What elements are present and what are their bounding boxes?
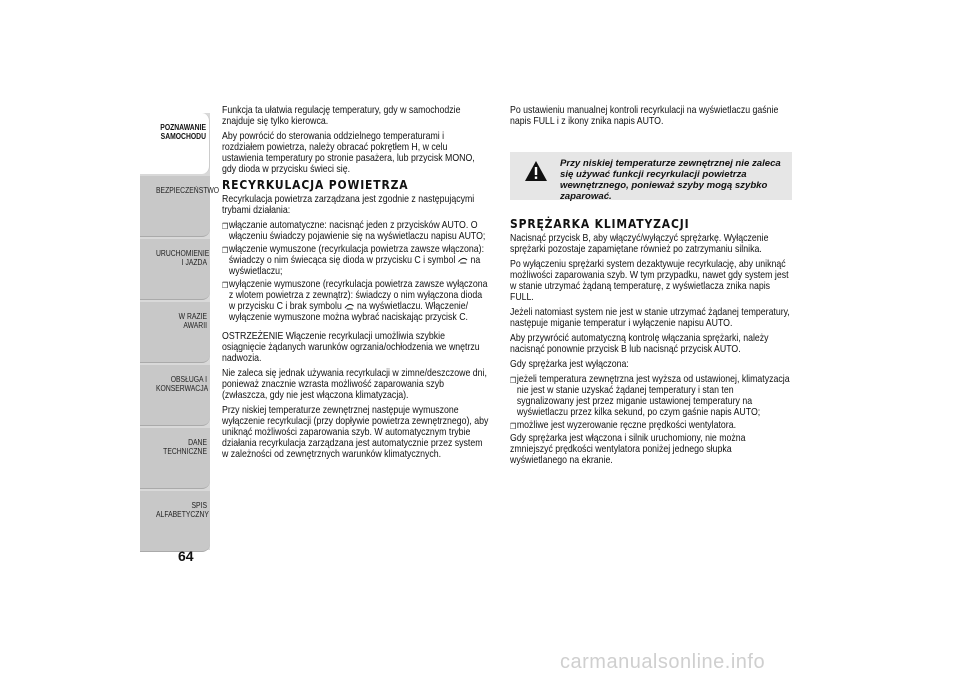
checkbox-bullet-icon: ❒ (222, 222, 229, 231)
warning-triangle-icon (524, 160, 548, 182)
tab-poznawanie-samochodu[interactable] (140, 113, 210, 174)
paragraph: Po wyłączeniu sprężarki system dezaktywuje recyrkulację, aby uniknąć możliwości zaparowania szyb. W tym przypadku, nawet gdy system jest w stanie utrzymać żądaną temperaturę, z wyświetlacza znika napis FULL. (510, 259, 789, 303)
tab-w-razie-awarii[interactable] (140, 302, 210, 363)
tab-uruchomienie-i-jazda[interactable] (140, 239, 210, 300)
paragraph: Aby przywrócić automatyczną kontrolę włączania sprężarki, należy nacisnąć ponownie przycisk B lub nacisnąć przycisk AUTO. (510, 333, 769, 355)
tab-dane-techniczne[interactable] (140, 428, 210, 489)
paragraph: OSTRZEŻENIE Włączenie recyrkulacji umożliwia szybkie osiągnięcie żądanych warunków ogrzania/ochłodzenia we wnętrzu nadwozia. (222, 331, 480, 364)
checkbox-bullet-icon: ❒ (222, 246, 229, 255)
page-number: 64 (178, 548, 194, 564)
list-item-text: na wyświetlaczu. Włączenie/ wyłączenie wymuszone można wybrać naciskając przycisk C. (228, 301, 469, 323)
list-item (222, 279, 489, 323)
section-heading: SPRĘŻARKA KLIMATYZACJI (510, 216, 690, 231)
list-item-text: na wyświetlaczu; (228, 255, 481, 277)
left-column (222, 105, 489, 464)
list-item (510, 374, 790, 418)
paragraph: Nie zaleca się jednak używania recyrkulacji w zimne/deszczowe dni, ponieważ znacznie wzrasta możliwość zaparowania szyb (zwłaszcza, gdy nie jest włączona klimatyzacja). (222, 368, 487, 401)
list-item-text: włączanie automatyczne: nacisnąć jeden z przycisków AUTO. O włączeniu świadczy pojawienie się na wyświetlaczu napisu AUTO; (228, 220, 486, 242)
tab-spis-alfabetyczny[interactable] (140, 491, 210, 552)
right-column-top (510, 105, 790, 131)
list-item (222, 244, 489, 277)
paragraph: Jeżeli natomiast system nie jest w stanie utrzymać żądanej temperatury, następuje miganie temperatur i wyłączenie napisu AUTO. (510, 307, 790, 329)
watermark: carmanualsonline.info (560, 651, 766, 673)
recirculation-icon (458, 256, 468, 264)
list-item-text: jeżeli temperatura zewnętrzna jest wyższa od ustawionej, klimatyzacja nie jest w stanie uzyskać żądanej temperatury i stan ten sygnalizowany jest przez miganie ustawionej temperatury na wyświetlaczu przez kilka sekund, po czym gaśnie napis AUTO; (516, 374, 790, 418)
right-column (510, 214, 790, 470)
list-item (510, 420, 790, 431)
tab-label: DANE TECHNICZNE (163, 438, 207, 456)
warning-text: Przy niskiej temperaturze zewnętrznej nie zaleca się używać funkcji recyrkulacji powietrza wewnętrznego, ponieważ szyby mogą szybko zaparować. (560, 158, 781, 202)
checkbox-bullet-icon: ❒ (510, 376, 517, 385)
paragraph: Nacisnąć przycisk B, aby włączyć/wyłączyć sprężarkę. Wyłączenie sprężarki pozostaje zapamiętane również po zatrzymaniu silnika. (510, 233, 769, 255)
list-item-text: wyłączenie wymuszone (recyrkulacja powietrza zawsze wyłączona z wlotem powietrza z zewnątrz): świadczy o nim wyłączona dioda w przycisku C i brak symbolu (228, 279, 488, 312)
tab-label: POZNAWANIE SAMOCHODU (160, 123, 206, 141)
paragraph: Przy niskiej temperaturze zewnętrznej następuje wymuszone wyłączenie recyrkulacji (przy dopływie powietrza zewnętrznego), aby uniknąć możliwości zaparowania szyb. W automatycznym trybie działania recyrkulacja zarządzana jest automatycznie przez system w zależności od zewnętrznych warunków klimatycznych. (222, 405, 489, 460)
tab-bezpieczenstwo[interactable] (140, 176, 220, 237)
checkbox-bullet-icon: ❒ (510, 422, 517, 431)
list-item-text: możliwe jest wyzerowanie ręczne prędkości wentylatora. (516, 420, 737, 431)
tab-obsluga-i-konserwacja[interactable] (140, 365, 210, 426)
tab-label: URUCHOMIENIE I JAZDA (156, 249, 210, 267)
warning-box (510, 152, 792, 200)
recirculation-icon (344, 302, 354, 310)
paragraph: Recyrkulacja powietrza zarządzana jest zgodnie z następującymi trybami działania: (222, 194, 475, 216)
paragraph: Funkcja ta ułatwia regulację temperatury, gdy w samochodzie znajduje się tylko kierowca. (222, 105, 461, 127)
paragraph: Aby powrócić do sterowania oddzielnego temperaturami i rozdziałem powietrza, należy obracać pokrętłem H, w celu ustawienia temperatury po stronie pasażera, lub przycisk MONO, gdy dioda w przycisku świeci się. (222, 131, 475, 175)
paragraph: Po ustawieniu manualnej kontroli recyrkulacji na wyświetlaczu gaśnie napis FULL i z ikony znika napis AUTO. (510, 105, 779, 127)
tab-label: BEZPIECZEŃSTWO (156, 186, 220, 195)
checkbox-bullet-icon: ❒ (222, 281, 229, 290)
tab-label: W RAZIE AWARII (178, 312, 207, 330)
tab-label: OBSŁUGA I KONSERWACJA (156, 375, 209, 393)
paragraph: Gdy sprężarka jest włączona i silnik uruchomiony, nie można zmniejszyć prędkości wentylatora poniżej jednego słupka wyświetlanego na ekranie. (510, 433, 746, 466)
tab-label: SPIS ALFABETYCZNY (156, 501, 209, 519)
list-item (222, 220, 489, 242)
section-heading: RECYRKULACJA POWIETRZA (222, 177, 409, 192)
paragraph: Gdy sprężarka jest wyłączona: (510, 359, 629, 370)
list-item-text: włączenie wymuszone (recyrkulacja powietrza zawsze włączona): świadczy o nim świecąca się dioda w przycisku C i symbol (228, 244, 485, 266)
